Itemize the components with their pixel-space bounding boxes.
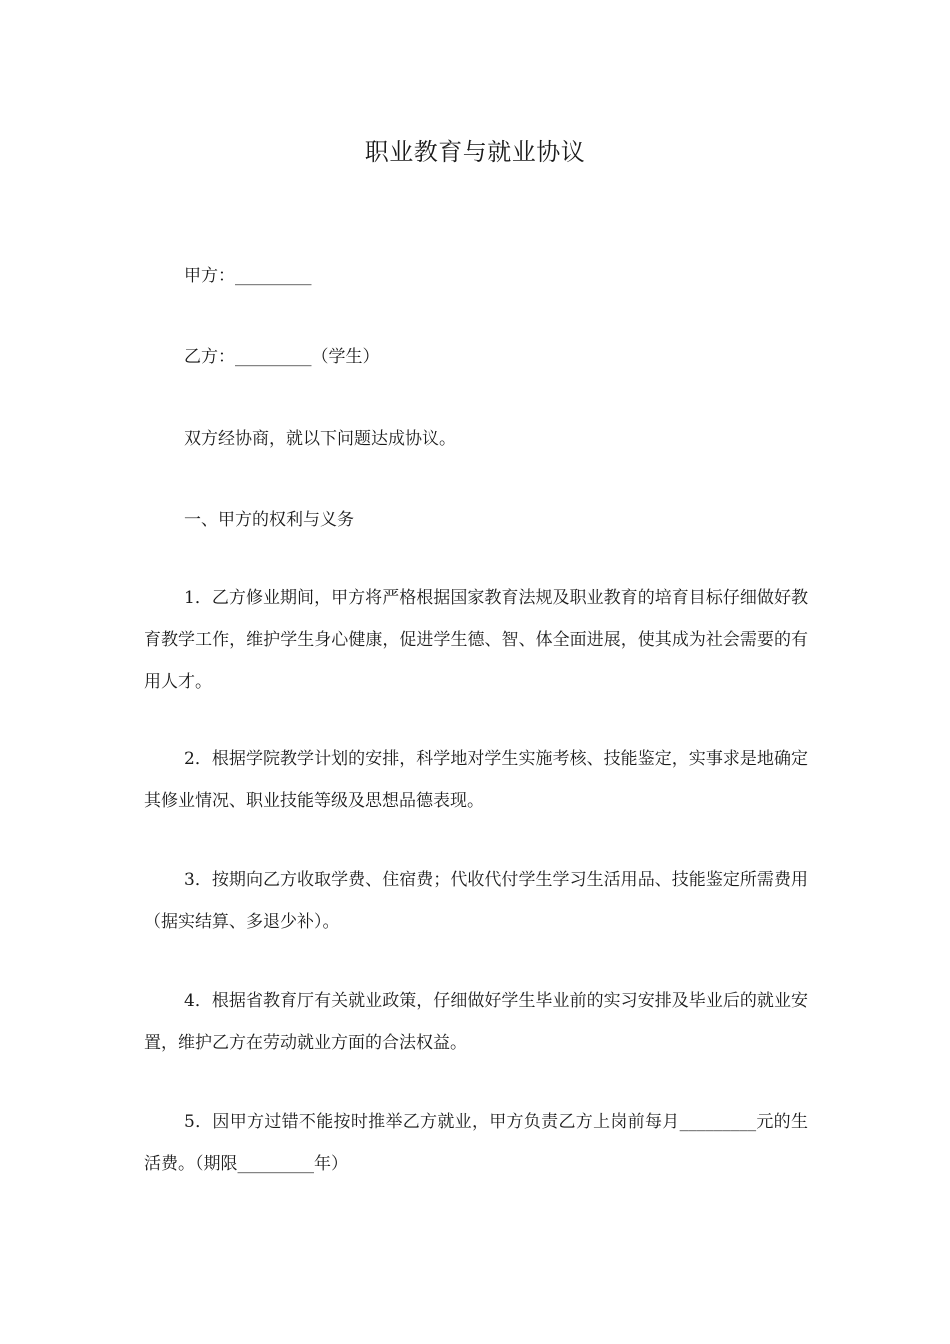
intro-paragraph: 双方经协商，就以下问题达成协议。 (184, 429, 456, 449)
clause-2: 2．根据学院教学计划的安排，科学地对学生实施考核、技能鉴定，实事求是地确定其修业情况、职业技能等级及思想品德表现。 (144, 749, 808, 811)
clause-5: 5．因甲方过错不能按时推举乙方就业，甲方负责乙方上岗前每月_________元的生活费。（期限_________年） (144, 1112, 808, 1174)
party-a-line: 甲方：_________ (184, 266, 312, 286)
document-title: 职业教育与就业协议 (364, 138, 586, 166)
section-heading: 一、甲方的权利与义务 (184, 510, 354, 530)
party-b-line: 乙方：_________（学生） (184, 347, 380, 367)
clause-4: 4．根据省教育厅有关就业政策，仔细做好学生毕业前的实习安排及毕业后的就业安置，维护乙方在劳动就业方面的合法权益。 (144, 991, 808, 1053)
clause-1: 1．乙方修业期间，甲方将严格根据国家教育法规及职业教育的培育目标仔细做好教育教学工作，维护学生身心健康，促进学生德、智、体全面进展，使其成为社会需要的有用人才。 (144, 588, 808, 692)
clause-3: 3．按期向乙方收取学费、住宿费；代收代付学生学习生活用品、技能鉴定所需费用（据实结算、多退少补）。 (144, 870, 808, 932)
